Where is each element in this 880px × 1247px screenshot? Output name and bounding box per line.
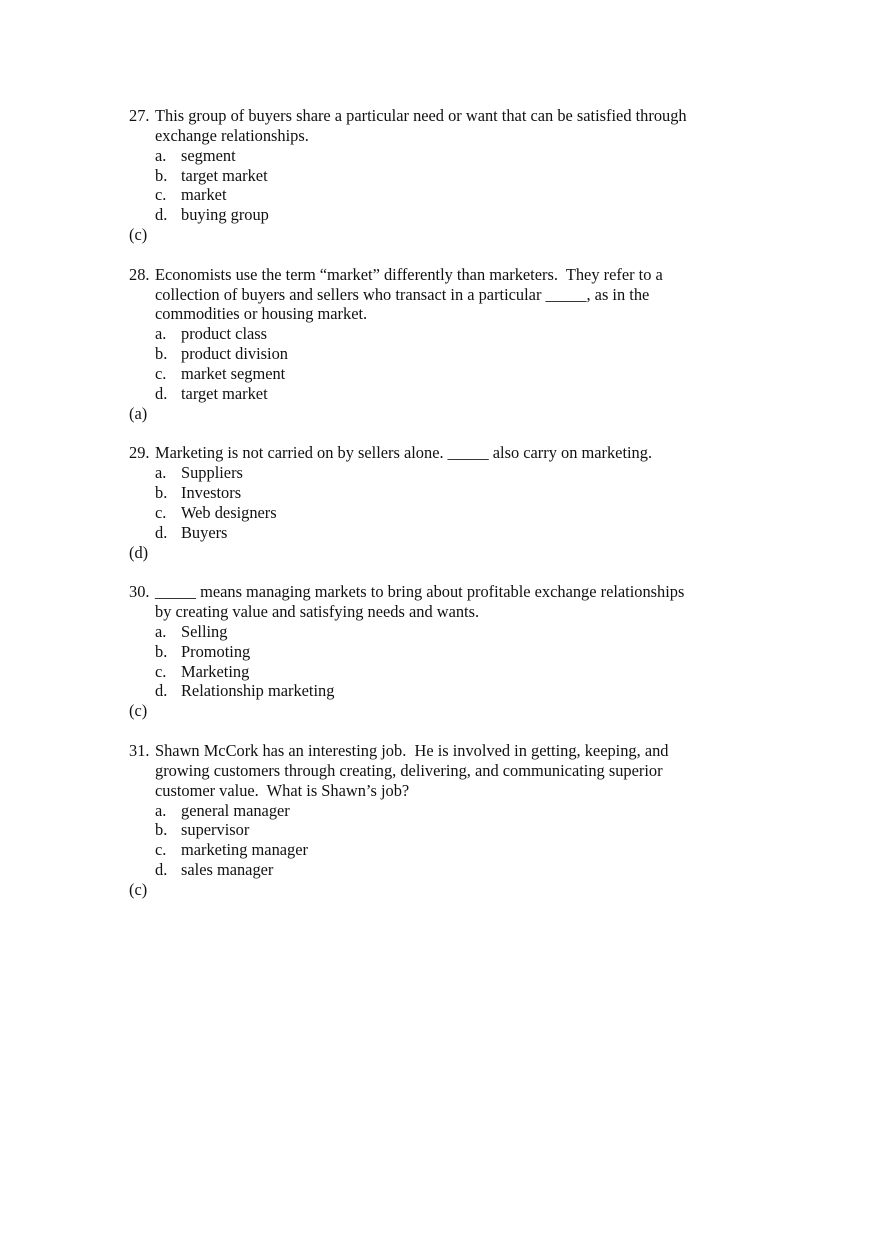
option-text: general manager	[181, 800, 290, 820]
answer-option	[129, 523, 687, 543]
answer-key: (c)	[129, 879, 148, 899]
answer-option	[129, 840, 687, 860]
question-text-line	[129, 285, 687, 305]
question-text: exchange relationships.	[155, 125, 309, 145]
option-text: Promoting	[181, 641, 251, 661]
question-text: Economists use the term “market” differently than marketers. They refer to a	[155, 264, 663, 284]
answer-option	[129, 146, 687, 166]
option-text: market	[181, 185, 227, 205]
option-letter: b.	[155, 641, 168, 661]
answer-option	[129, 185, 687, 205]
answer-option	[129, 820, 687, 840]
question-text-line	[129, 265, 687, 285]
option-text: product division	[181, 344, 288, 364]
option-letter: b.	[155, 483, 168, 503]
question-text-line	[129, 781, 687, 801]
option-letter: c.	[155, 363, 167, 383]
question-text-line	[129, 761, 687, 781]
question-text: collection of buyers and sellers who transact in a particular _____, as in the	[155, 284, 650, 304]
option-letter: b.	[155, 165, 168, 185]
option-letter: d.	[155, 860, 168, 880]
answer-key: (c)	[129, 701, 148, 721]
option-letter: d.	[155, 522, 168, 542]
question-31	[129, 741, 687, 900]
question-text: commodities or housing market.	[155, 304, 368, 324]
answer-option	[129, 642, 687, 662]
answer-option	[129, 463, 687, 483]
option-text: market segment	[181, 363, 286, 383]
option-text: Web designers	[181, 502, 277, 522]
question-text-line	[129, 443, 687, 463]
question-number: 28.	[129, 264, 150, 284]
option-text: sales manager	[181, 860, 274, 880]
option-letter: a.	[155, 145, 167, 165]
option-letter: c.	[155, 661, 167, 681]
question-text: customer value. What is Shawn’s job?	[155, 780, 410, 800]
answer-option	[129, 662, 687, 682]
option-text: marketing manager	[181, 840, 308, 860]
option-text: product class	[181, 324, 268, 344]
answer-option	[129, 324, 687, 344]
option-text: Buyers	[181, 522, 228, 542]
option-text: buying group	[181, 205, 269, 225]
option-text: supervisor	[181, 820, 250, 840]
answer-option	[129, 384, 687, 404]
question-text-line	[129, 741, 687, 761]
answer-option	[129, 801, 687, 821]
question-29	[129, 443, 687, 562]
option-letter: a.	[155, 324, 167, 344]
question-text-line	[129, 106, 687, 126]
answer-option	[129, 166, 687, 186]
option-text: target market	[181, 383, 268, 403]
question-number: 31.	[129, 741, 150, 760]
option-letter: a.	[155, 621, 167, 641]
answer-option	[129, 344, 687, 364]
option-text: Investors	[181, 483, 242, 503]
question-number: 29.	[129, 443, 150, 463]
option-letter: d.	[155, 205, 168, 225]
question-text: Shawn McCork has an interesting job. He is involved in getting, keeping, and	[155, 741, 669, 760]
option-letter: a.	[155, 463, 167, 483]
option-text: target market	[181, 165, 268, 185]
answer-option	[129, 860, 687, 880]
answer-key: (c)	[129, 225, 148, 245]
option-letter: a.	[155, 800, 167, 820]
question-text-line	[129, 582, 687, 602]
option-text: Relationship marketing	[181, 681, 335, 701]
option-letter: b.	[155, 344, 168, 364]
option-text: Marketing	[181, 661, 250, 681]
answer-option	[129, 364, 687, 384]
question-text: growing customers through creating, delivering, and communicating superior	[155, 760, 663, 780]
question-list	[129, 106, 687, 920]
option-text: Suppliers	[181, 463, 243, 483]
question-number: 27.	[129, 106, 150, 125]
answer-key: (a)	[129, 403, 148, 423]
option-letter: c.	[155, 502, 167, 522]
answer-option	[129, 205, 687, 225]
question-text: This group of buyers share a particular need or want that can be satisfied through	[155, 106, 687, 125]
option-text: Selling	[181, 621, 228, 641]
question-text-line	[129, 602, 687, 622]
question-text: by creating value and satisfying needs and wants.	[155, 602, 480, 622]
option-letter: d.	[155, 681, 168, 701]
answer-option	[129, 483, 687, 503]
answer-option	[129, 681, 687, 701]
question-number: 30.	[129, 582, 150, 602]
question-27	[129, 106, 687, 245]
question-text: Marketing is not carried on by sellers alone. _____ also carry on marketing.	[155, 443, 653, 463]
answer-option	[129, 503, 687, 523]
option-letter: c.	[155, 185, 167, 205]
option-text: segment	[181, 145, 236, 165]
question-text: _____ means managing markets to bring about profitable exchange relationships	[155, 582, 685, 602]
option-letter: d.	[155, 383, 168, 403]
answer-key: (d)	[129, 542, 149, 562]
question-30	[129, 582, 687, 721]
option-letter: c.	[155, 840, 167, 860]
question-text-line	[129, 126, 687, 146]
question-28	[129, 265, 687, 424]
answer-option	[129, 622, 687, 642]
option-letter: b.	[155, 820, 168, 840]
question-text-line	[129, 304, 687, 324]
